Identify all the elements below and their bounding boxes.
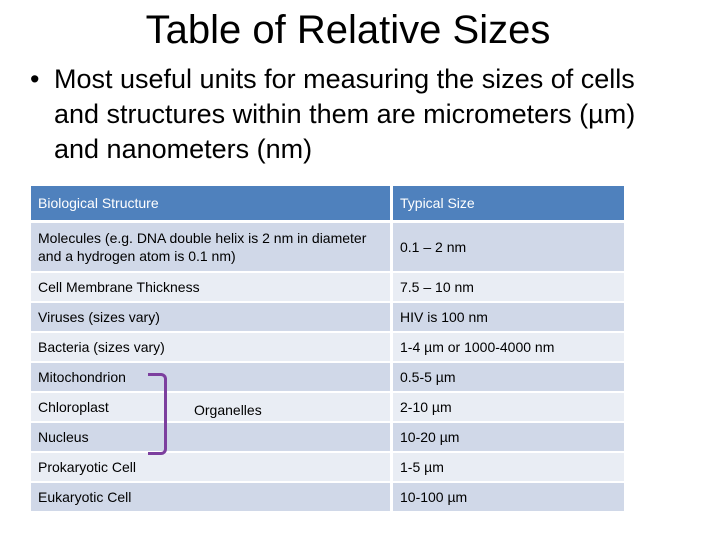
structure-cell: Prokaryotic Cell <box>31 453 393 483</box>
structure-cell: Molecules (e.g. DNA double helix is 2 nm in diameter and a hydrogen atom is 0.1 nm) <box>31 223 393 273</box>
structure-cell: Bacteria (sizes vary) <box>31 333 393 363</box>
table-row <box>31 223 624 273</box>
header-biological-structure: Biological Structure <box>31 186 393 223</box>
table-row <box>31 453 624 483</box>
table-row <box>31 333 624 363</box>
bullet-marker: • <box>30 64 40 94</box>
structure-cell: Cell Membrane Thickness <box>31 273 393 303</box>
size-cell: 7.5 – 10 nm <box>393 273 624 303</box>
structure-cell: Mitochondrion <box>31 363 393 393</box>
table-header-row <box>31 186 624 223</box>
structure-cell: Eukaryotic Cell <box>31 483 393 513</box>
table-row <box>31 423 624 453</box>
bullet-text: Most useful units for measuring the sizes of cells and structures within them are micrometers (µm) and nanometers (nm) <box>54 64 636 164</box>
structure-cell: Viruses (sizes vary) <box>31 303 393 333</box>
size-cell: 2-10 µm <box>393 393 624 423</box>
structure-cell: Nucleus <box>31 423 393 453</box>
size-cell: 0.5-5 µm <box>393 363 624 393</box>
size-cell: 1-5 µm <box>393 453 624 483</box>
structure-cell: Chloroplast <box>31 393 393 423</box>
table-row <box>31 303 624 333</box>
header-typical-size: Typical Size <box>393 186 624 223</box>
size-cell: HIV is 100 nm <box>393 303 624 333</box>
size-cell: 10-100 µm <box>393 483 624 513</box>
table-row <box>31 363 624 393</box>
size-cell: 10-20 µm <box>393 423 624 453</box>
size-cell: 0.1 – 2 nm <box>393 223 624 273</box>
relative-sizes-table <box>31 186 624 513</box>
table-row <box>31 393 624 423</box>
table-row <box>31 273 624 303</box>
table-row <box>31 483 624 513</box>
size-cell: 1-4 µm or 1000-4000 nm <box>393 333 624 363</box>
organelles-label: Organelles <box>194 402 262 418</box>
slide-title: Table of Relative Sizes <box>145 8 551 52</box>
organelles-bracket <box>148 373 167 455</box>
